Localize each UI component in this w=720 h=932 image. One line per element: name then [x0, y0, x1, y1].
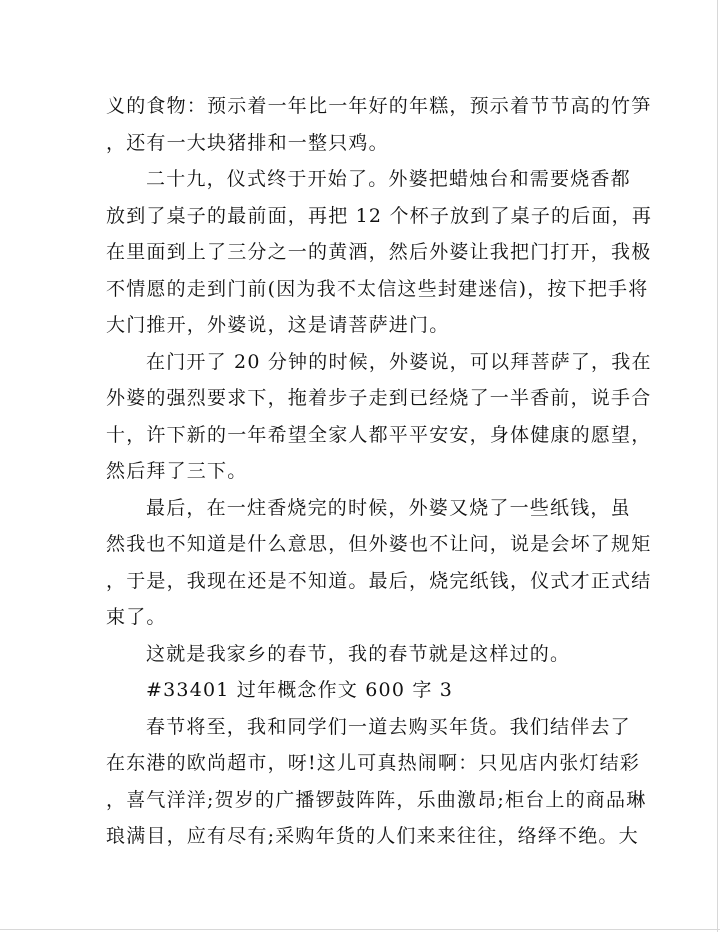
- text-line: 外婆的强烈要求下，拖着步子走到已经烧了一半香前，说手合: [106, 387, 652, 409]
- paragraph-first-line: 这就是我家乡的春节，我的春节就是这样过的。: [146, 642, 571, 665]
- text-line: 十，许下新的一年希望全家人都平平安安，身体健康的愿望，: [106, 423, 652, 446]
- text-line: ，喜气洋洋;贺岁的广播锣鼓阵阵，乐曲激昂;柜台上的商品琳: [106, 788, 647, 811]
- paragraph-first-line: 二十九，仪式终于开始了。外婆把蜡烛台和需要烧香都: [146, 168, 631, 190]
- text-line: ，于是，我现在还是不知道。最后，烧完纸钱，仪式才正式结: [106, 569, 652, 592]
- text-line: 束了。: [106, 606, 167, 628]
- text-line: 然我也不知道是什么意思，但外婆也不让问，说是会坏了规矩: [106, 533, 652, 555]
- document-body: [106, 88, 653, 855]
- text-line: ，还有一大块猪排和一整只鸡。: [106, 131, 389, 154]
- page-edge-right: [717, 0, 718, 932]
- section-heading: #33401 过年概念作文 600 字 3: [146, 679, 454, 701]
- paragraph-first-line: 最后，在一炷香烧完的时候，外婆又烧了一些纸钱，虽: [146, 496, 631, 519]
- paragraph-first-line: 春节将至，我和同学们一道去购买年货。我们结伴去了: [146, 715, 631, 738]
- paragraph-first-line: 在门开了 20 分钟的时候，外婆说，可以拜菩萨了，我在: [146, 350, 652, 373]
- text-line: 放到了桌子的最前面，再把 12 个杯子放到了桌子的后面，再: [106, 204, 653, 227]
- text-line: 不情愿的走到门前(因为我不太信这些封建迷信)，按下把手将: [106, 277, 649, 300]
- text-line: 义的食物：预示着一年比一年好的年糕，预示着节节高的竹笋: [106, 95, 652, 117]
- text-line: 在东港的欧尚超市，呀!这儿可真热闹啊：只见店内张灯结彩: [106, 752, 641, 774]
- page-edge-bottom: [0, 929, 720, 930]
- text-line: 在里面到上了三分之一的黄酒，然后外婆让我把门打开，我极: [106, 241, 652, 263]
- text-line: 大门推开，外婆说，这是请菩萨进门。: [106, 314, 450, 336]
- text-line: 然后拜了三下。: [106, 460, 248, 482]
- text-line: 琅满目，应有尽有;采购年货的人们来来往往，络绎不绝。大: [106, 825, 639, 847]
